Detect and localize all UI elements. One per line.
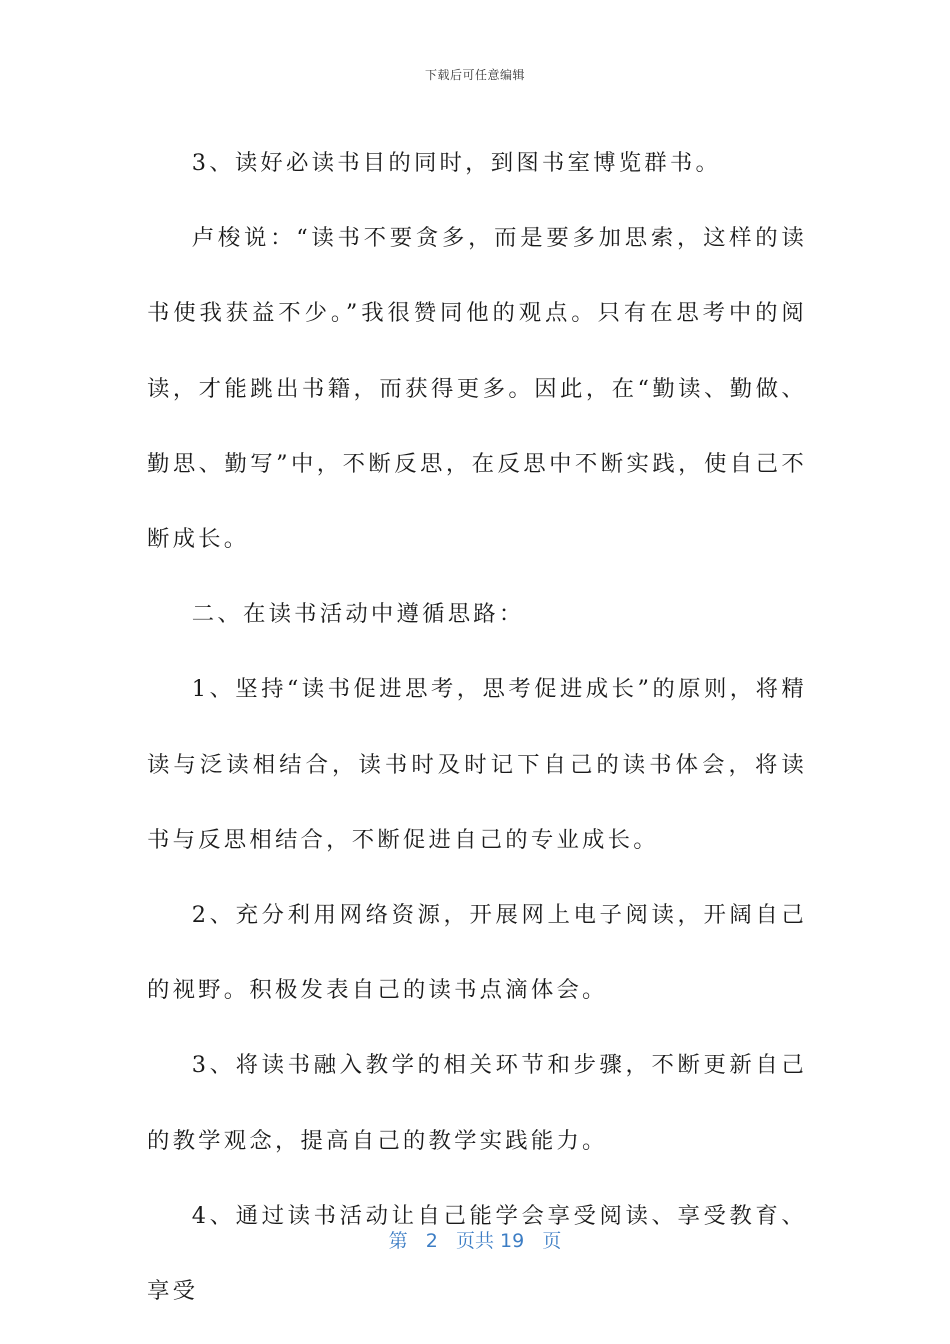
page-header-note: 下载后可任意编辑 bbox=[424, 68, 525, 82]
page-label-middle: 页共 bbox=[455, 1230, 494, 1252]
page-label-prefix: 第 bbox=[388, 1230, 408, 1252]
current-page-number: 2 bbox=[425, 1230, 438, 1252]
paragraph-principle: 1、坚持“读书促进思考，思考促进成长”的原则，将精读与泛读相结合，读书时及时记下自己的读书体会，将读书与反思相结合，不断促进自己的专业成长。 bbox=[147, 676, 807, 853]
page-number-footer bbox=[0, 1226, 950, 1253]
paragraph-rousseau-quote: 卢梭说：“读书不要贪多，而是要多加思索，这样的读书使我获益不少。”我很赞同他的观点。只有在思考中的阅读，才能跳出书籍，而获得更多。因此，在“勤读、勤做、勤思、勤写”中，不断反思，在反思中不断实践，使自己不断成长。 bbox=[147, 225, 807, 553]
paragraph-section-heading: 二、在读书活动中遵循思路： bbox=[191, 601, 525, 628]
page-label-suffix: 页 bbox=[542, 1230, 562, 1252]
total-pages-number: 19 bbox=[500, 1230, 525, 1252]
paragraph-online-reading: 2、充分利用网络资源，开展网上电子阅读，开阔自己的视野。积极发表自己的读书点滴体会。 bbox=[147, 902, 807, 1004]
paragraph-enjoy-reading: 4、通过读书活动让自己能学会享受阅读、享受教育、享受 bbox=[147, 1202, 807, 1305]
paragraph-reading-list: 3、读好必读书目的同时，到图书室博览群书。 bbox=[191, 150, 722, 176]
paragraph-teaching: 3、将读书融入教学的相关环节和步骤，不断更新自己的教学观念，提高自己的教学实践能力。 bbox=[147, 1052, 807, 1154]
document-body bbox=[147, 126, 807, 1329]
